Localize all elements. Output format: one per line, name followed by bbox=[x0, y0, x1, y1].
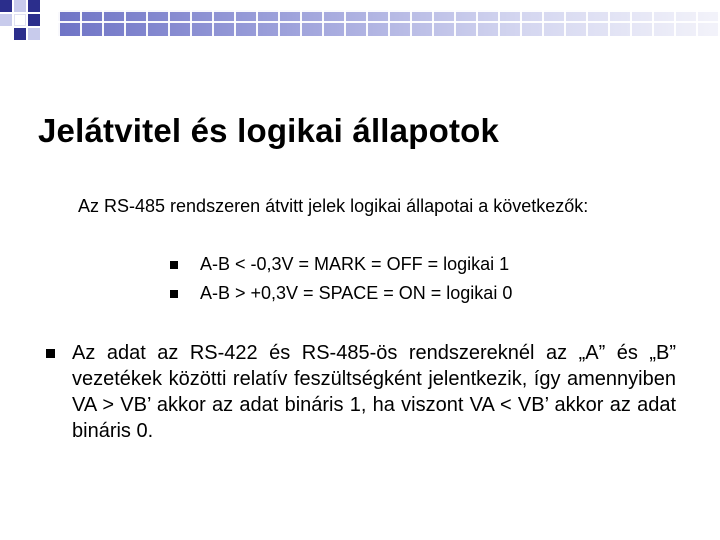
decor-square bbox=[28, 28, 40, 40]
slide-title: Jelátvitel és logikai állapotok bbox=[38, 112, 500, 149]
list-item bbox=[170, 283, 512, 304]
intro-text: Az RS-485 rendszeren átvitt jelek logikai állapotai a következők: bbox=[78, 196, 589, 216]
square-bullet-icon bbox=[170, 261, 178, 269]
decor-square bbox=[28, 14, 40, 26]
main-bullet-text: Az adat az RS-422 és RS-485-ös rendszereknél az „A” és „B” vezetékek közötti relatív feszültségként jelentkezik, így amennyiben VA > VB’ akkor az adat bináris 1, ha viszont VA < VB’ akkor az adat bináris 0. bbox=[72, 342, 676, 442]
list-item bbox=[170, 254, 509, 275]
square-bullet-icon bbox=[170, 290, 178, 298]
decor-grid-overlay bbox=[58, 10, 720, 36]
decor-square bbox=[14, 14, 26, 26]
list-item-text: A-B < -0,3V = MARK = OFF = logikai 1 bbox=[200, 254, 510, 274]
main-bullet-item bbox=[46, 340, 676, 444]
decor-square bbox=[0, 14, 12, 26]
decor-square bbox=[14, 28, 26, 40]
decor-square bbox=[28, 0, 40, 12]
square-bullet-icon bbox=[46, 349, 55, 358]
decor-square bbox=[14, 0, 26, 12]
list-item-text: A-B > +0,3V = SPACE = ON = logikai 0 bbox=[200, 283, 513, 303]
decor-square bbox=[0, 0, 12, 12]
